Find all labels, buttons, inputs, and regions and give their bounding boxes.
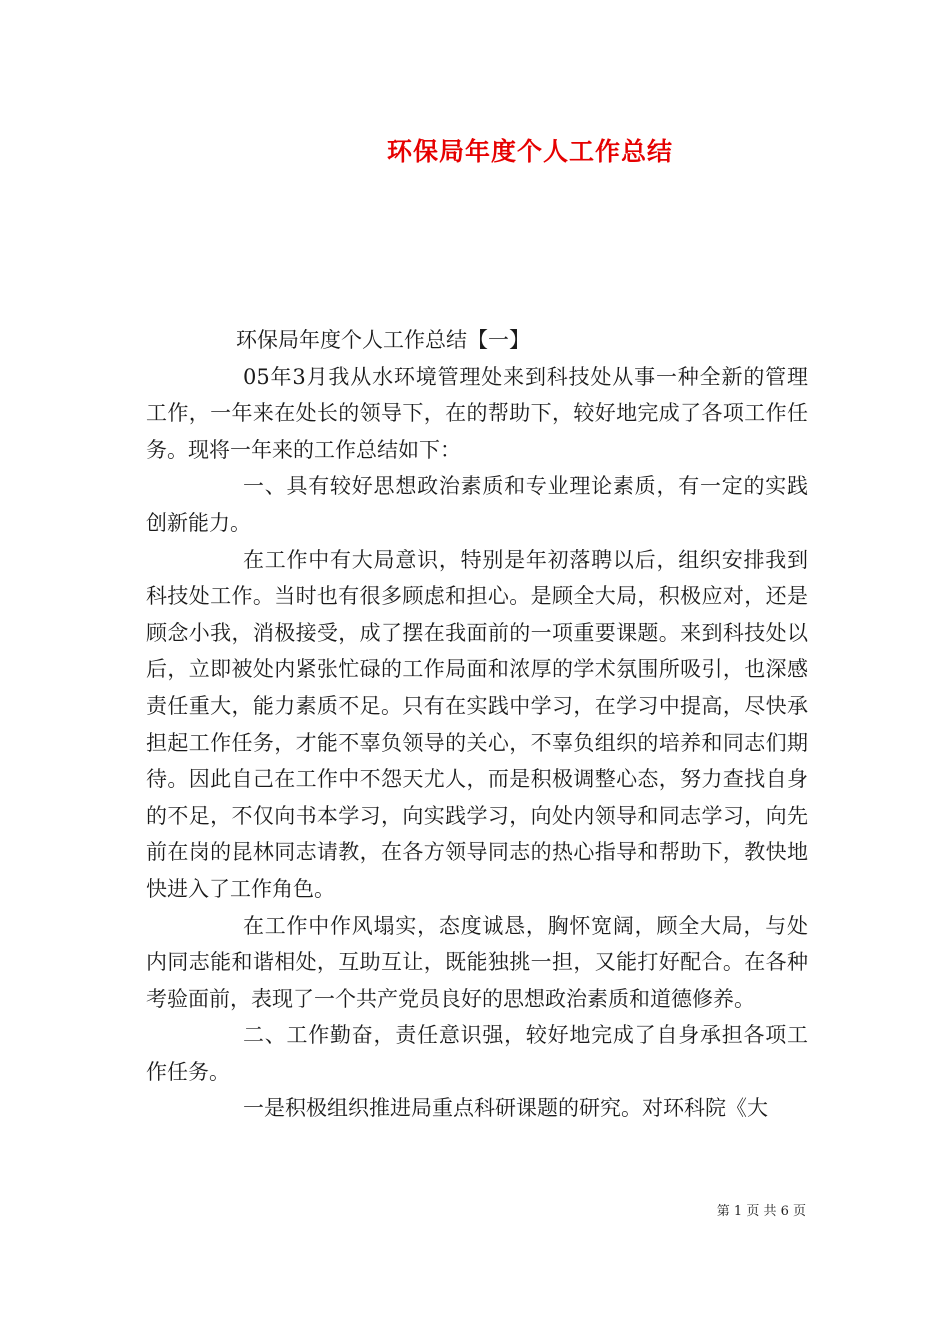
paragraph: 一是积极组织推进局重点科研课题的研究。对环科院《大 <box>243 1096 768 1121</box>
paragraph: 二、工作勤奋，责任意识强，较好地完成了自身承担各项工作任务。 <box>146 1023 808 1084</box>
page-title: 环保局年度个人工作总结 <box>386 137 673 166</box>
paragraph: 一、具有较好思想政治素质和专业理论素质，有一定的实践创新能力。 <box>146 474 808 535</box>
paragraph: 在工作中作风塌实，态度诚恳，胸怀宽阔，顾全大局，与处内同志能和谐相处，互助互让，既能独挑一担，又能打好配合。在各种考验面前，表现了一个共产党员良好的思想政治素质和道德修养。 <box>146 913 808 1011</box>
section-heading: 环保局年度个人工作总结【一】 <box>236 328 530 352</box>
page-number: 第 1 页 共 6 页 <box>716 1204 806 1219</box>
paragraph: 05年3月我从水环境管理处来到科技处从事一种全新的管理工作，一年来在处长的领导下，在的帮助下，较好地完成了各项工作任务。现将一年来的工作总结如下： <box>146 364 808 462</box>
document-body <box>146 322 808 1127</box>
paragraph: 在工作中有大局意识，特别是年初落聘以后，组织安排我到科技处工作。当时也有很多顾虑和担心。是顾全大局，积极应对，还是顾念小我，消极接受，成了摆在我面前的一项重要课题。来到科技处以后，立即被处内紧张忙碌的工作局面和浓厚的学术氛围所吸引，也深感责任重大，能力素质不足。只有在实践中学习，在学习中提高，尽快承担起工作任务，才能不辜负领导的关心，不辜负组织的培养和同志们期待。因此自己在工作中不怨天尤人，而是积极调整心态，努力查找自身的不足，不仅向书本学习，向实践学习，向处内领导和同志学习，向先前在岗的昆林同志请教，在各方领导同志的热心指导和帮助下，教快地快进入了工作角色。 <box>146 547 808 901</box>
